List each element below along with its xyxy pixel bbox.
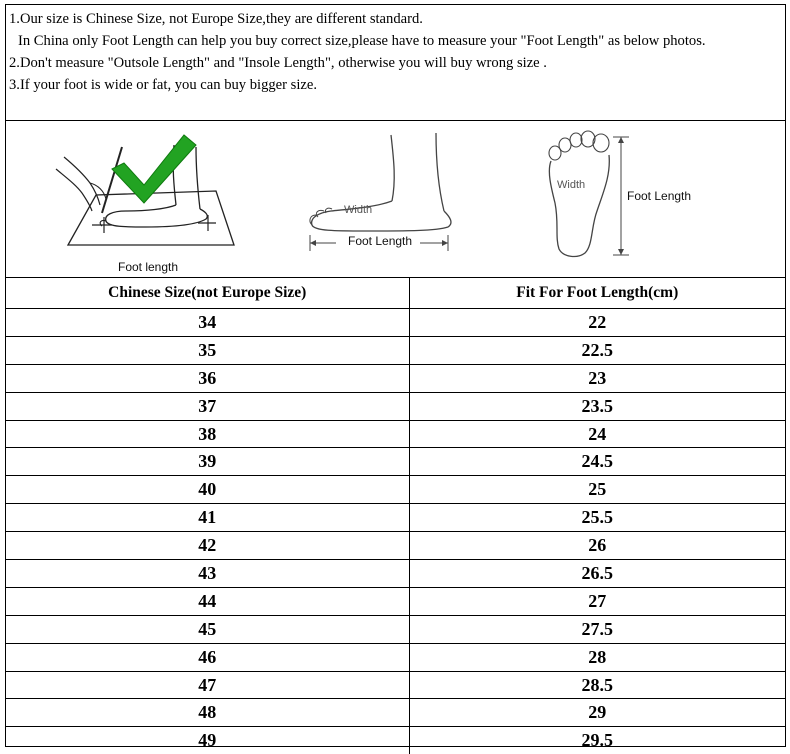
chinese-size-cell: 36 [6, 364, 409, 392]
chinese-size-cell: 44 [6, 587, 409, 615]
foot-length-cell: 29.5 [409, 727, 785, 754]
chinese-size-cell: 38 [6, 420, 409, 448]
table-row [6, 699, 785, 727]
table-row [6, 420, 785, 448]
foot-length-cell: 26.5 [409, 560, 785, 588]
foot-length-cell: 27 [409, 587, 785, 615]
chinese-size-cell: 46 [6, 643, 409, 671]
table-row [6, 587, 785, 615]
foot-length-cell: 24 [409, 420, 785, 448]
foot-length-cell: 24.5 [409, 448, 785, 476]
measurement-figures [6, 121, 785, 278]
instructions-block [6, 5, 785, 121]
foot-length-cell: 27.5 [409, 615, 785, 643]
foot-length-cell: 25 [409, 476, 785, 504]
column-header-chinese-size: Chinese Size(not Europe Size) [6, 278, 409, 309]
table-row [6, 309, 785, 337]
chinese-size-cell: 45 [6, 615, 409, 643]
note-line-1: 1.Our size is Chinese Size, not Europe Size,they are different standard. [9, 10, 423, 28]
foot-length-cell: 22 [409, 309, 785, 337]
figure-side-width-label: Width [344, 204, 372, 216]
figure-foot-top-view [541, 127, 701, 267]
chinese-size-cell: 40 [6, 476, 409, 504]
table-row [6, 504, 785, 532]
foot-length-cell: 25.5 [409, 504, 785, 532]
column-header-foot-length: Fit For Foot Length(cm) [409, 278, 785, 309]
figure-top-length-label: Foot Length [627, 189, 691, 203]
foot-length-cell: 28 [409, 643, 785, 671]
chinese-size-cell: 35 [6, 336, 409, 364]
table-row [6, 476, 785, 504]
table-row [6, 336, 785, 364]
table-row [6, 671, 785, 699]
chinese-size-cell: 43 [6, 560, 409, 588]
table-row [6, 532, 785, 560]
figure-top-width-label: Width [557, 179, 585, 191]
size-table [6, 278, 785, 754]
size-table-body [6, 309, 785, 754]
table-row [6, 364, 785, 392]
table-row [6, 643, 785, 671]
table-header-row [6, 278, 785, 309]
foot-length-cell: 29 [409, 699, 785, 727]
chinese-size-cell: 48 [6, 699, 409, 727]
chinese-size-cell: 39 [6, 448, 409, 476]
figure-foot-length-caption: Foot length [118, 260, 178, 274]
foot-length-cell: 23 [409, 364, 785, 392]
foot-length-cell: 26 [409, 532, 785, 560]
size-chart-sheet [5, 4, 786, 747]
chinese-size-cell: 37 [6, 392, 409, 420]
figure-side-length-label: Foot Length [348, 234, 412, 248]
table-row [6, 615, 785, 643]
note-line-2: 2.Don't measure "Outsole Length" and "Insole Length", otherwise you will buy wrong size . [9, 54, 547, 72]
table-row [6, 727, 785, 754]
chinese-size-cell: 34 [6, 309, 409, 337]
note-line-1-continued: In China only Foot Length can help you buy correct size,please have to measure your "Foot Length" as below photos. [18, 32, 706, 50]
chinese-size-cell: 42 [6, 532, 409, 560]
foot-length-cell: 22.5 [409, 336, 785, 364]
figure-foot-on-paper [46, 127, 246, 272]
foot-on-paper-illustration [46, 127, 246, 272]
note-line-3: 3.If your foot is wide or fat, you can buy bigger size. [9, 76, 317, 94]
foot-length-cell: 28.5 [409, 671, 785, 699]
table-row [6, 392, 785, 420]
table-row [6, 560, 785, 588]
chinese-size-cell: 49 [6, 727, 409, 754]
table-row [6, 448, 785, 476]
figure-foot-side-view [296, 131, 466, 266]
foot-length-cell: 23.5 [409, 392, 785, 420]
chinese-size-cell: 41 [6, 504, 409, 532]
chinese-size-cell: 47 [6, 671, 409, 699]
